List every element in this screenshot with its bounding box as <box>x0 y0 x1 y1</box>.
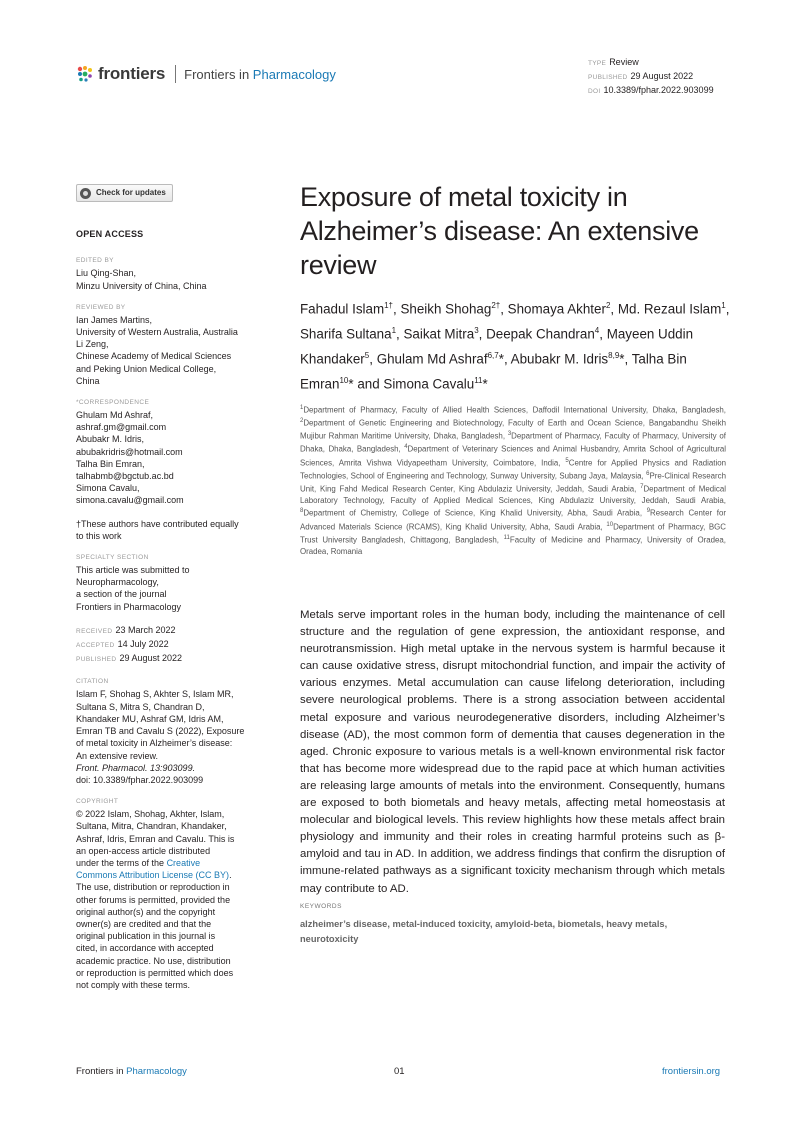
citation-line: An extensive review. <box>76 750 159 761</box>
correspondent-name: Ghulam Md Ashraf, <box>76 410 154 421</box>
affiliation-text: Department of Veterinary Sciences and Animal Husbandry, Amrita School of Agricultural Sciences, Amrita Vishwa Vidyapeetham University, Coimbatore, India, <box>300 445 726 468</box>
check-updates-label: Check for updates <box>96 188 166 197</box>
page-number: 01 <box>394 1066 405 1077</box>
journal-name <box>184 67 336 82</box>
specialty-line: This article was submitted to <box>76 565 190 576</box>
affiliation-number: 9 <box>646 508 651 515</box>
author-name[interactable]: Mayeen Uddin Khandaker <box>300 326 694 367</box>
citation-doi[interactable]: doi: 10.3389/fphar.2022.903099 <box>76 774 204 785</box>
citation-section <box>76 677 248 786</box>
sidebar <box>76 184 248 1002</box>
copyright-line: Sultana, Mitra, Chandran, Khandaker, <box>76 821 227 832</box>
affiliation-text: Department of Pharmacy, Faculty of Pharmacy, University of Dhaka, Dhaka, Bangladesh, <box>300 431 726 454</box>
author-name[interactable]: Deepak Chandran <box>486 326 595 342</box>
author-and: and <box>357 376 380 392</box>
copyright-line: other forums is permitted, provided the <box>76 894 231 905</box>
copyright-line: © 2022 Islam, Shohag, Akhter, Islam, <box>76 809 225 820</box>
affiliation-number: 1 <box>300 405 304 411</box>
edited-by-heading: EDITED BY <box>76 257 114 265</box>
affiliation-number: 11 <box>503 534 510 541</box>
affiliation-number: 2 <box>300 418 304 425</box>
received-date <box>76 624 248 638</box>
citation-heading: CITATION <box>76 678 109 686</box>
dates-section <box>76 624 248 667</box>
corresponding-mark: * <box>498 351 504 367</box>
received-value: 23 March 2022 <box>115 624 176 635</box>
accepted-date <box>76 638 248 652</box>
type-value: Review <box>609 57 639 67</box>
affiliation-text: Research Center for Advanced Materials Science (RCAMS), King Khalid University, Abha, Saudi Arabia, <box>300 509 727 532</box>
editor-line: Minzu University of China, China <box>76 280 207 291</box>
citation-line: of metal toxicity in Alzheimer’s disease: <box>76 738 233 749</box>
doi-label: DOI <box>588 88 601 95</box>
open-access-label: OPEN ACCESS <box>76 229 144 240</box>
keywords-label: KEYWORDS <box>300 903 342 910</box>
specialty-section <box>76 553 248 613</box>
citation-line: Emran TB and Cavalu S (2022), Exposure <box>76 726 245 737</box>
correspondent-email[interactable]: simona.cavalu@gmail.com <box>76 495 184 506</box>
copyright-line: original author(s) and the copyright <box>76 906 216 917</box>
copyright-line <box>76 869 248 881</box>
reviewer-line: Ian James Martins, <box>76 314 153 325</box>
journal-prefix: Frontiers in <box>184 66 253 82</box>
author-affiliation-ref: 3 <box>474 326 479 336</box>
article-meta <box>588 56 714 98</box>
corresponding-mark: * <box>348 376 354 392</box>
reviewer-line: China <box>76 375 100 386</box>
affiliation-number: 6 <box>646 470 650 477</box>
affiliation-number: 3 <box>507 431 512 438</box>
footer-site-link[interactable]: frontiersin.org <box>662 1066 721 1077</box>
correspondent-name: Abubakr M. Idris, <box>76 434 145 445</box>
affiliation-text: Centre for Applied Physics and Radiation Technologies, School of Engineering and Technology, Sunway University, Subang Jaya, Malaysia, <box>300 458 726 481</box>
reviewer-line: and Peking Union Medical College, <box>76 363 217 374</box>
accepted-label: ACCEPTED <box>76 642 115 650</box>
author-name[interactable]: Shomaya Akhter <box>507 301 606 317</box>
published-date-value: 29 August 2022 <box>119 653 183 664</box>
author-affiliation-ref: 2† <box>491 301 501 310</box>
brand-name: frontiers <box>98 64 166 83</box>
author-affiliation-ref: 1† <box>384 301 394 310</box>
accepted-value: 14 July 2022 <box>117 639 169 650</box>
affiliation-number: 7 <box>640 483 644 490</box>
reviewed-by-heading: REVIEWED BY <box>76 303 126 311</box>
published-date <box>76 652 248 666</box>
copyright-heading: COPYRIGHT <box>76 798 119 806</box>
author-list: Fahadul Islam$^{1\dagger}$, Sheikh Shohag$^{2\dagger}$, Shomaya Akhter$^2$, Md. Rezaul Islam$^1$, Sharifa Sultana$^1$, Saikat Mitra$^3$, Deepak Chandran$^4$, Mayeen Uddin Khandaker$^5$, Ghulam Md Ashraf$^{6,7}$*, Abubakr M. Idris$^{8,9}$*, Talha Bin Emran$^{10}$* and Simona Cavalu$^{11}$* <box>300 301 730 392</box>
meta-published <box>588 70 714 84</box>
author-name[interactable]: Sharifa Sultana <box>300 326 392 342</box>
correspondent-name: Simona Cavalu, <box>76 483 140 494</box>
affiliation-text: Pre-Clinical Research Unit, King Fahd Medical Research Center, King Abdulaziz University, Jeddah, Saudi Arabia, <box>300 471 726 494</box>
affiliation-number: 8 <box>300 508 304 515</box>
abstract: Metals serve important roles in the human body, including the maintenance of cell structure and the regulation of gene expression, the antioxidant response, and neurotransmission. High metal uptake in the nervous system is harmful because it can cause oxidative stress, disrupt mitochondrial function, and impair the activity of various enzymes. Metal accumulation can cause lifelong deterioration, including severe neurological problems. There is a strong association between accidental metal exposure and various neurodegenerative disorders, including Alzheimer’s disease (AD), the most common form of dementia that causes degeneration in the aged. Chronic exposure to various metals is a well-known environmental risk factor that has become more widespread due to the rapid pace at which human activities are releasing large amounts of metals into the environment. Consequently, humans are exposed to both biometals and heavy metals, affecting metal homeostasis at molecular and biological levels. This review highlights how these metals affect brain physiology and immunity and their roles in creating harmful proteins such as β-amyloid and tau in AD. In addition, we address findings that confirm the disruption of immune-related pathways as a significant toxicity mechanism through which metals may contribute to AD. <box>300 609 725 895</box>
copyright-line: The use, distribution or reproduction in <box>76 882 230 893</box>
author-name[interactable]: Simona Cavalu <box>383 376 475 392</box>
affiliation-text: Department of Genetic Engineering and Biotechnology, Faculty of Earth and Ocean Science, Bangabandhu Sheikh Mujibur Rahman Maritime University, Dhaka, Bangladesh, <box>300 418 726 441</box>
copyright-line <box>76 857 248 869</box>
corresponding-mark: * <box>482 376 488 392</box>
published-value: 29 August 2022 <box>630 71 694 81</box>
copyright-line: Ashraf, Idris, Emran and Cavalu. This is <box>76 833 235 844</box>
reviewed-by-section <box>76 303 248 387</box>
meta-doi <box>588 84 714 98</box>
citation-journal: Front. Pharmacol. 13:903099. <box>76 762 196 773</box>
frontiers-logo[interactable] <box>76 62 336 86</box>
affiliation-text: Department of Pharmacy, BGC Trust University Bangladesh, Chittagong, Bangladesh, <box>300 522 726 545</box>
copyright-line: original publication in this journal is <box>76 931 216 942</box>
author-affiliation-ref: 8,9 <box>608 351 620 361</box>
frontiers-logo-icon <box>76 65 94 83</box>
check-updates-button[interactable] <box>76 184 173 202</box>
author-name[interactable]: Saikat Mitra <box>403 326 475 342</box>
affiliation-number: 5 <box>565 457 569 464</box>
author-affiliation-ref: 4 <box>594 326 600 336</box>
received-label: RECEIVED <box>76 627 113 635</box>
corresponding-mark: * <box>619 351 625 367</box>
author-affiliation-ref: 11 <box>474 376 483 386</box>
affiliation-text: Department of Medical Laboratory Technology, Faculty of Applied Medical Sciences, King Abdulaziz University, Jeddah, Saudi Arabia, <box>300 484 726 505</box>
copyright-line: owner(s) are credited and that the <box>76 918 212 929</box>
affiliation-text: Faculty of Medicine and Pharmacy, University of Oradea, Oradea, Romania <box>300 535 726 556</box>
author-affiliation-ref: 1 <box>721 301 726 310</box>
correspondence-section <box>76 398 248 507</box>
published-label: PUBLISHED <box>588 74 628 81</box>
contribution-note <box>76 518 248 542</box>
copyright-text: under the terms of the <box>76 857 167 868</box>
author-affiliation-ref: 5 <box>364 351 370 361</box>
contribution-line: to this work <box>76 530 122 541</box>
keywords: alzheimer’s disease, metal-induced toxicity, amyloid-beta, biometals, heavy metals, neurotoxicity <box>300 919 668 944</box>
affiliation-number: 4 <box>404 444 408 451</box>
specialty-heading: SPECIALTY SECTION <box>76 554 149 562</box>
author-name[interactable]: Talha Bin Emran <box>300 351 687 392</box>
license-link-part2[interactable]: Commons Attribution License (CC BY) <box>76 870 230 881</box>
correspondent-email[interactable]: ashraf.gm@gmail.com <box>76 422 167 433</box>
copyright-section <box>76 797 248 991</box>
reviewer-line: Chinese Academy of Medical Sciences <box>76 351 232 362</box>
footer-journal <box>76 1066 187 1077</box>
copyright-line: or reproduction is permitted which does <box>76 967 234 978</box>
copyright-text: . <box>229 870 232 881</box>
edited-by-section <box>76 256 248 291</box>
copyright-line: cited, in accordance with accepted <box>76 943 214 954</box>
citation-line: Islam F, Shohag S, Akhter S, Islam MR, <box>76 689 234 700</box>
article-title: Exposure of metal toxicity in Alzheimer’s disease: An extensive review <box>300 182 699 280</box>
reviewer-line: Li Zeng, <box>76 339 109 350</box>
doi-value[interactable]: 10.3389/fphar.2022.903099 <box>603 85 714 95</box>
copyright-line: not comply with these terms. <box>76 979 191 990</box>
author-name[interactable]: Fahadul Islam <box>300 301 385 317</box>
affiliations <box>300 403 726 557</box>
meta-type <box>588 56 714 70</box>
type-label: TYPE <box>588 60 607 67</box>
author-affiliation-ref: 2 <box>605 301 611 310</box>
author-name[interactable]: Abubakr M. Idris <box>510 351 609 367</box>
correspondence-heading: *CORRESPONDENCE <box>76 399 150 407</box>
author-affiliation-ref: 6,7 <box>487 351 499 361</box>
author-name[interactable]: Sheikh Shohag <box>400 301 492 317</box>
editor-line: Liu Qing-Shan, <box>76 268 137 279</box>
citation-line: Sultana S, Mitra S, Chandran D, <box>76 701 205 712</box>
correspondent-name: Talha Bin Emran, <box>76 458 145 469</box>
author-affiliation-ref: 10 <box>339 376 349 386</box>
affiliation-text: Department of Chemistry, College of Science, King Khalid University, Abha, Saudi Arabia, <box>303 509 643 518</box>
check-updates-icon <box>80 188 91 199</box>
published-date-label: PUBLISHED <box>76 656 117 664</box>
specialty-line: Frontiers in Pharmacology <box>76 601 182 612</box>
license-link-part1[interactable]: Creative <box>166 857 201 868</box>
logo-divider <box>175 65 176 83</box>
affiliation-number: 10 <box>606 521 614 528</box>
footer-journal-prefix: Frontiers in <box>76 1066 127 1077</box>
specialty-line: a section of the journal <box>76 589 167 600</box>
correspondent-email[interactable]: talhabmb@bgctub.ac.bd <box>76 471 174 482</box>
author-affiliation-ref: 1 <box>391 326 397 336</box>
citation-line: Khandaker MU, Ashraf GM, Idris AM, <box>76 713 224 724</box>
reviewer-line: University of Western Australia, Australia <box>76 327 238 338</box>
copyright-line: academic practice. No use, distribution <box>76 955 231 966</box>
correspondent-email[interactable]: abubakridris@hotmail.com <box>76 446 183 457</box>
footer-journal-accent: Pharmacology <box>126 1066 187 1077</box>
author-name[interactable]: Ghulam Md Ashraf <box>376 351 488 367</box>
journal-accent: Pharmacology <box>252 66 336 82</box>
contribution-line: †These authors have contributed equally <box>76 518 239 529</box>
affiliation-text: Department of Pharmacy, Faculty of Allied Health Sciences, Daffodil International University, Dhaka, Bangladesh, <box>303 405 726 415</box>
specialty-line: Neuropharmacology, <box>76 577 159 588</box>
copyright-line: an open-access article distributed <box>76 845 211 856</box>
author-name[interactable]: Md. Rezaul Islam <box>617 301 722 317</box>
